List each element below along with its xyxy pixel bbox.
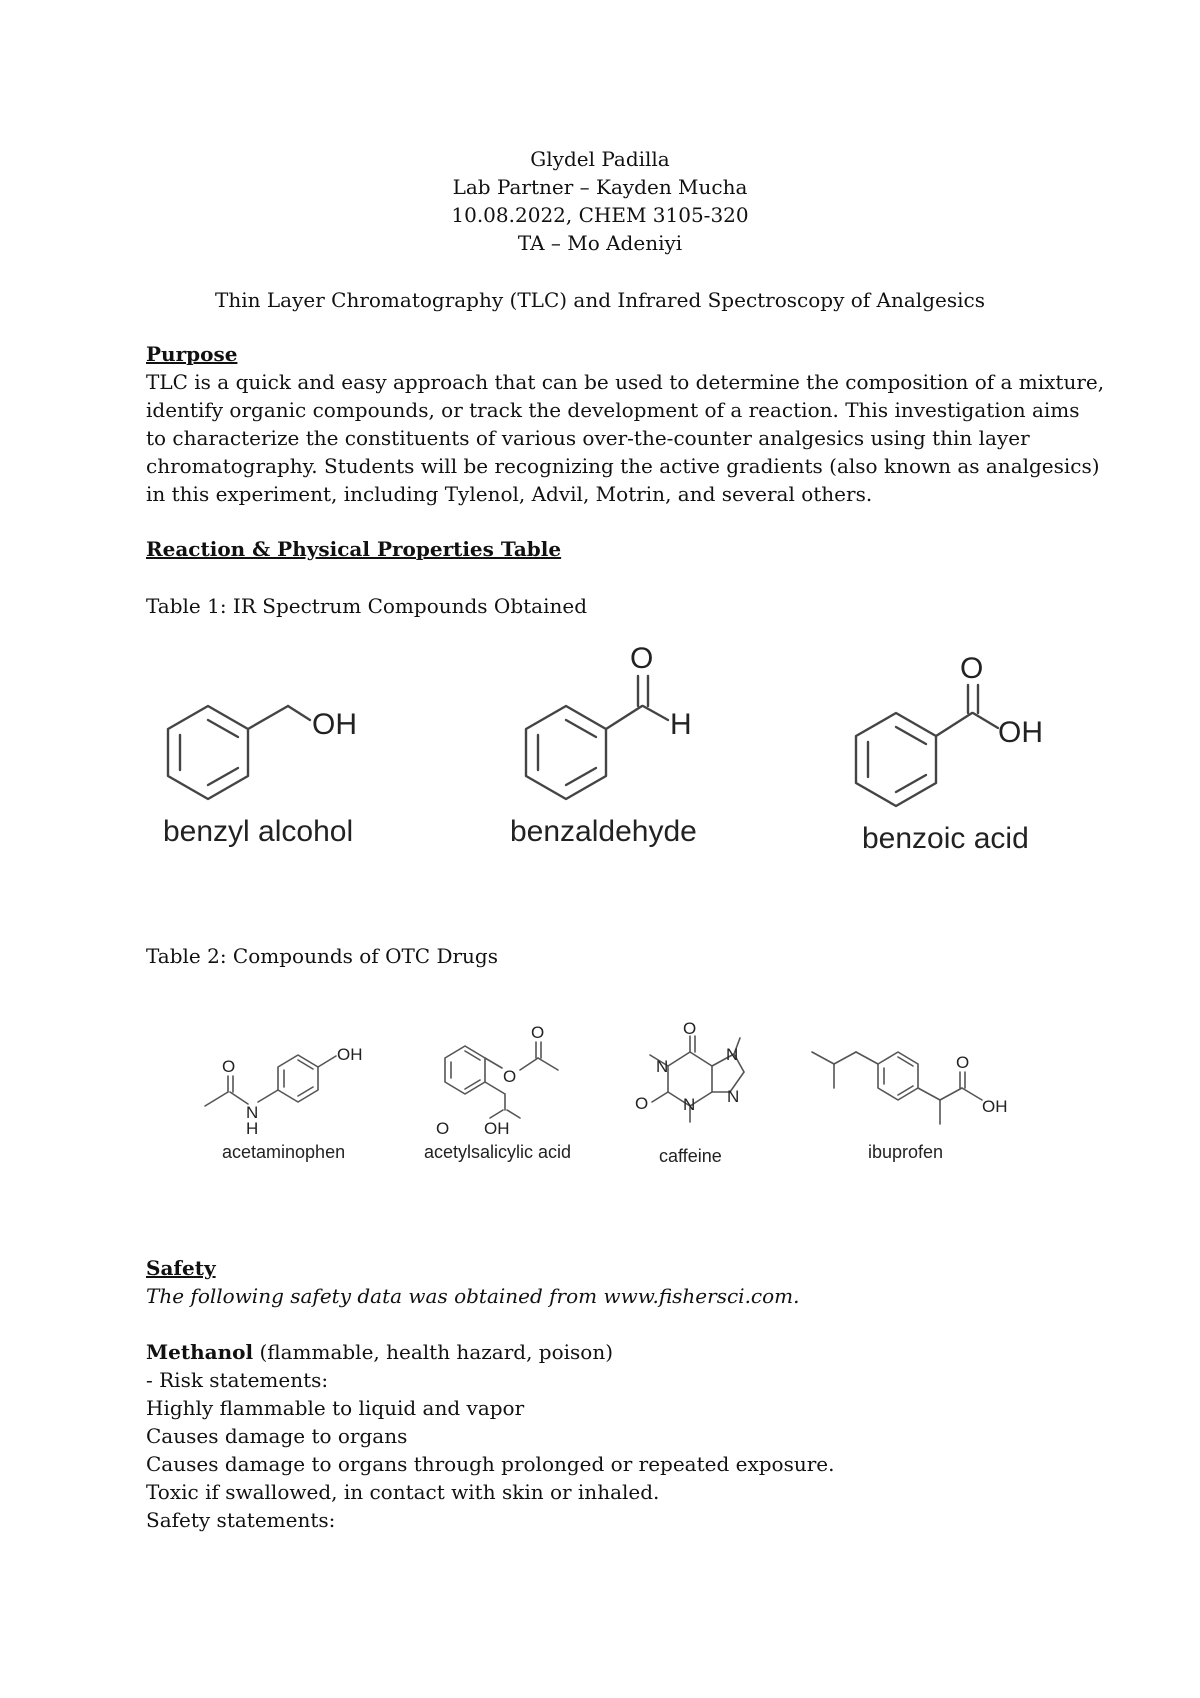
caffeine-structure [635, 1019, 744, 1166]
reaction-section [146, 535, 1086, 563]
benzoic-acid-structure [856, 652, 1043, 855]
purpose-line: to characterize the constituents of various over-the-counter analgesics using thin layer [146, 426, 1030, 450]
nitrogen-label: N [246, 1103, 259, 1122]
oxygen-label: O [503, 1067, 517, 1086]
chemical-entry [146, 1338, 1086, 1366]
safety-line: Causes damage to organs [146, 1424, 408, 1448]
nitrogen-label: N [656, 1057, 669, 1076]
safety-line: Highly flammable to liquid and vapor [146, 1396, 525, 1420]
compound-name: acetaminophen [222, 1142, 346, 1162]
oxygen-label: O [960, 652, 984, 685]
safety-line: Safety statements: [146, 1508, 336, 1532]
oh-label: OH [982, 1097, 1008, 1116]
chemical-hazards: (flammable, health hazard, poison) [253, 1340, 614, 1364]
acetylsalicylic-acid-structure [424, 1023, 571, 1162]
compound-name: benzyl alcohol [163, 815, 354, 848]
safety-line: Toxic if swallowed, in contact with skin or inhaled. [146, 1480, 660, 1504]
table1-structures [0, 640, 1200, 880]
purpose-line: in this experiment, including Tylenol, Advil, Motrin, and several others. [146, 482, 873, 506]
oh-label: OH [312, 708, 357, 741]
benzyl-alcohol-structure [163, 706, 357, 848]
lab-partner: Lab Partner – Kayden Mucha [452, 175, 748, 199]
purpose-line: TLC is a quick and easy approach that can be used to determine the composition of a mixture, [146, 370, 1105, 394]
oxygen-label: O [956, 1053, 970, 1072]
oxygen-label: O [683, 1019, 697, 1038]
document-title: Thin Layer Chromatography (TLC) and Infrared Spectroscopy of Analgesics [215, 288, 985, 312]
compound-name: ibuprofen [868, 1142, 944, 1162]
oxygen-label: O [635, 1094, 649, 1113]
ibuprofen-structure [812, 1052, 1008, 1162]
oh-label: OH [337, 1045, 363, 1064]
hydrogen-label: H [670, 708, 692, 741]
teaching-assistant: TA – Mo Adeniyi [517, 231, 683, 255]
purpose-section [146, 340, 1105, 508]
oxygen-label: O [630, 642, 654, 675]
table2-structures [0, 1010, 1200, 1180]
safety-section [146, 1254, 1086, 1534]
nitrogen-label: N [683, 1095, 696, 1114]
safety-source-note: The following safety data was obtained from www.fishersci.com. [146, 1284, 800, 1308]
oxygen-label: O [436, 1119, 450, 1138]
purpose-line: identify organic compounds, or track the development of a reaction. This investigation aims [146, 398, 1080, 422]
nitrogen-label: N [726, 1045, 739, 1064]
oxygen-label: O [222, 1057, 236, 1076]
purpose-heading: Purpose [146, 342, 238, 366]
nitrogen-label: N [727, 1087, 740, 1106]
safety-heading: Safety [146, 1256, 216, 1280]
reaction-heading: Reaction & Physical Properties Table [146, 537, 562, 561]
author-name: Glydel Padilla [530, 147, 670, 171]
benzaldehyde-structure [510, 642, 697, 848]
oxygen-label: O [531, 1023, 545, 1042]
hydrogen-label: H [246, 1119, 259, 1138]
oh-label: OH [998, 716, 1043, 749]
compound-name: benzoic acid [862, 822, 1029, 855]
table1-caption-wrap [146, 592, 1086, 620]
safety-line: Causes damage to organs through prolonged or repeated exposure. [146, 1452, 835, 1476]
compound-name: caffeine [659, 1146, 722, 1166]
table1-caption: Table 1: IR Spectrum Compounds Obtained [146, 594, 587, 618]
acetaminophen-structure [205, 1045, 363, 1162]
date-course: 10.08.2022, CHEM 3105-320 [451, 203, 749, 227]
compound-name: benzaldehyde [510, 815, 697, 848]
document-header [0, 145, 1200, 257]
table2-caption: Table 2: Compounds of OTC Drugs [146, 944, 499, 968]
oh-label: OH [484, 1119, 510, 1138]
compound-name: acetylsalicylic acid [424, 1142, 572, 1162]
chemical-name: Methanol [146, 1340, 254, 1364]
table2-caption-wrap [146, 942, 1086, 970]
purpose-line: chromatography. Students will be recognizing the active gradients (also known as analgesics) [146, 454, 1100, 478]
safety-line: - Risk statements: [146, 1368, 329, 1392]
